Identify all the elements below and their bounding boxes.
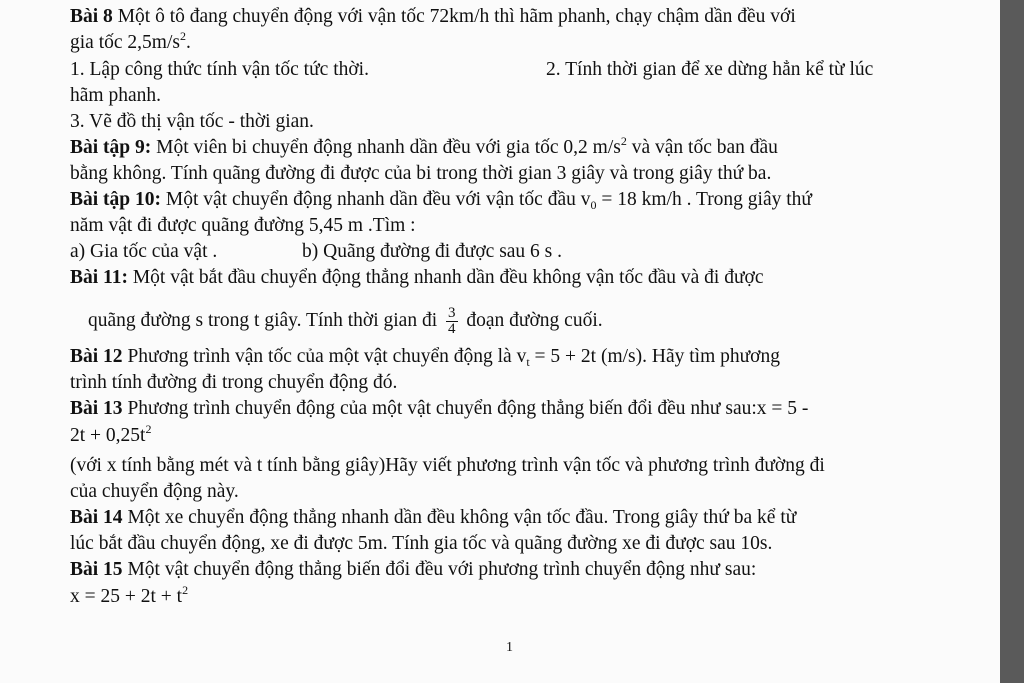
b13-line1 <box>70 398 808 420</box>
b9-line1 <box>70 134 778 159</box>
b11-frac-num: 3 <box>448 305 456 321</box>
b13-line2 <box>70 422 152 447</box>
b10-label: Bài tập 10: <box>70 189 162 210</box>
b11-text2-end: đoạn đường cuối. <box>461 309 603 331</box>
b14-text1: Một xe chuyển động thẳng nhanh dần đều không vận tốc đầu. Trong giây thứ ba kể từ <box>122 507 797 528</box>
b15-line1 <box>70 559 756 581</box>
b8-label: Bài 8 <box>70 6 113 27</box>
b13-label: Bài 13 <box>70 398 123 419</box>
b8-item1: 1. Lập công thức tính vận tốc tức thời. <box>70 59 369 80</box>
b9-label: Bài tập 9: <box>70 137 152 158</box>
b8-item3: 3. Vẽ đồ thị vận tốc - thời gian. <box>70 111 314 132</box>
b12-line2: trình tính đường đi trong chuyển động đó. <box>70 372 398 393</box>
b10-item-b: b) Quãng đường đi được sau 6 s . <box>302 241 563 262</box>
b8-text2: gia tốc 2,5m/s <box>70 32 180 53</box>
b13-sup: 2 <box>145 422 152 436</box>
b10-text1-end: = 18 km/h . Trong giây thứ <box>596 189 812 210</box>
b12-line1 <box>70 346 780 368</box>
b11-frac-den: 4 <box>448 321 456 337</box>
b12-text1-end: = 5 + 2t (m/s). Hãy tìm phương <box>529 346 780 367</box>
page-number: 1 <box>506 640 513 655</box>
b8-end: . <box>185 32 191 53</box>
b10-item-a: a) Gia tốc của vật . <box>70 241 218 262</box>
b8-line1 <box>70 6 796 28</box>
b8-line2 <box>70 29 191 54</box>
b9-line2: bằng không. Tính quãng đường đi được của bi trong thời gian 3 giây và trong giây thứ ba. <box>70 163 772 184</box>
b15-text1: Một vật chuyển động thẳng biến đổi đều với phương trình chuyển động như sau: <box>122 559 757 580</box>
b8-item2: 2. Tính thời gian để xe dừng hẳn kể từ lúc <box>546 59 874 80</box>
b13-line3: (với x tính bằng mét và t tính bằng giây)Hãy viết phương trình vận tốc và phương trình đường đi <box>70 455 825 476</box>
b15-line2 <box>70 583 189 608</box>
b11-text1: Một vật bắt đầu chuyển động thẳng nhanh dần đều không vận tốc đầu và đi được <box>127 267 764 288</box>
b15-sup: 2 <box>182 583 189 597</box>
b11-line1 <box>70 267 764 289</box>
b11-text2: quãng đường s trong t giây. Tính thời gian đi <box>88 309 442 331</box>
b13-text2: 2t + 0,25t <box>70 425 146 446</box>
b8-sup: 2 <box>179 29 186 43</box>
b10-text1: Một vật chuyển động nhanh dần đều với vận tốc đầu v <box>161 189 591 210</box>
b14-label: Bài 14 <box>70 507 123 528</box>
b15-text2: x = 25 + 2t + t <box>70 586 183 607</box>
b12-sub: t <box>526 355 530 369</box>
b12-label: Bài 12 <box>70 346 123 367</box>
b9-text1-end: và vận tốc ban đầu <box>626 137 778 158</box>
scrollbar-track[interactable] <box>1000 0 1024 683</box>
b15-label: Bài 15 <box>70 559 123 580</box>
b8-item2-cont: hãm phanh. <box>70 85 161 106</box>
b9-text1: Một viên bi chuyển động nhanh dần đều với gia tốc 0,2 m/s <box>151 137 621 158</box>
b11-label: Bài 11: <box>70 267 128 288</box>
b8-text1: Một ô tô đang chuyển động với vận tốc 72km/h thì hãm phanh, chạy chậm dần đều với <box>112 6 796 27</box>
b9-sup: 2 <box>620 134 627 148</box>
b12-text1: Phương trình vận tốc của một vật chuyển động là v <box>122 346 527 367</box>
b14-line2: lúc bắt đầu chuyển động, xe đi được 5m. Tính gia tốc và quãng đường xe đi được sau 10s. <box>70 533 773 554</box>
b13-line4: của chuyển động này. <box>70 481 239 502</box>
b14-line1 <box>70 507 796 529</box>
b11-fraction <box>446 306 458 337</box>
b10-sub: 0 <box>590 198 597 212</box>
b13-text1: Phương trình chuyển động của một vật chuyển động thẳng biến đổi đều như sau:x = 5 - <box>122 398 809 419</box>
b11-line2 <box>88 306 603 337</box>
b10-line2: năm vật đi được quãng đường 5,45 m .Tìm : <box>70 215 416 236</box>
b10-line1 <box>70 189 812 211</box>
